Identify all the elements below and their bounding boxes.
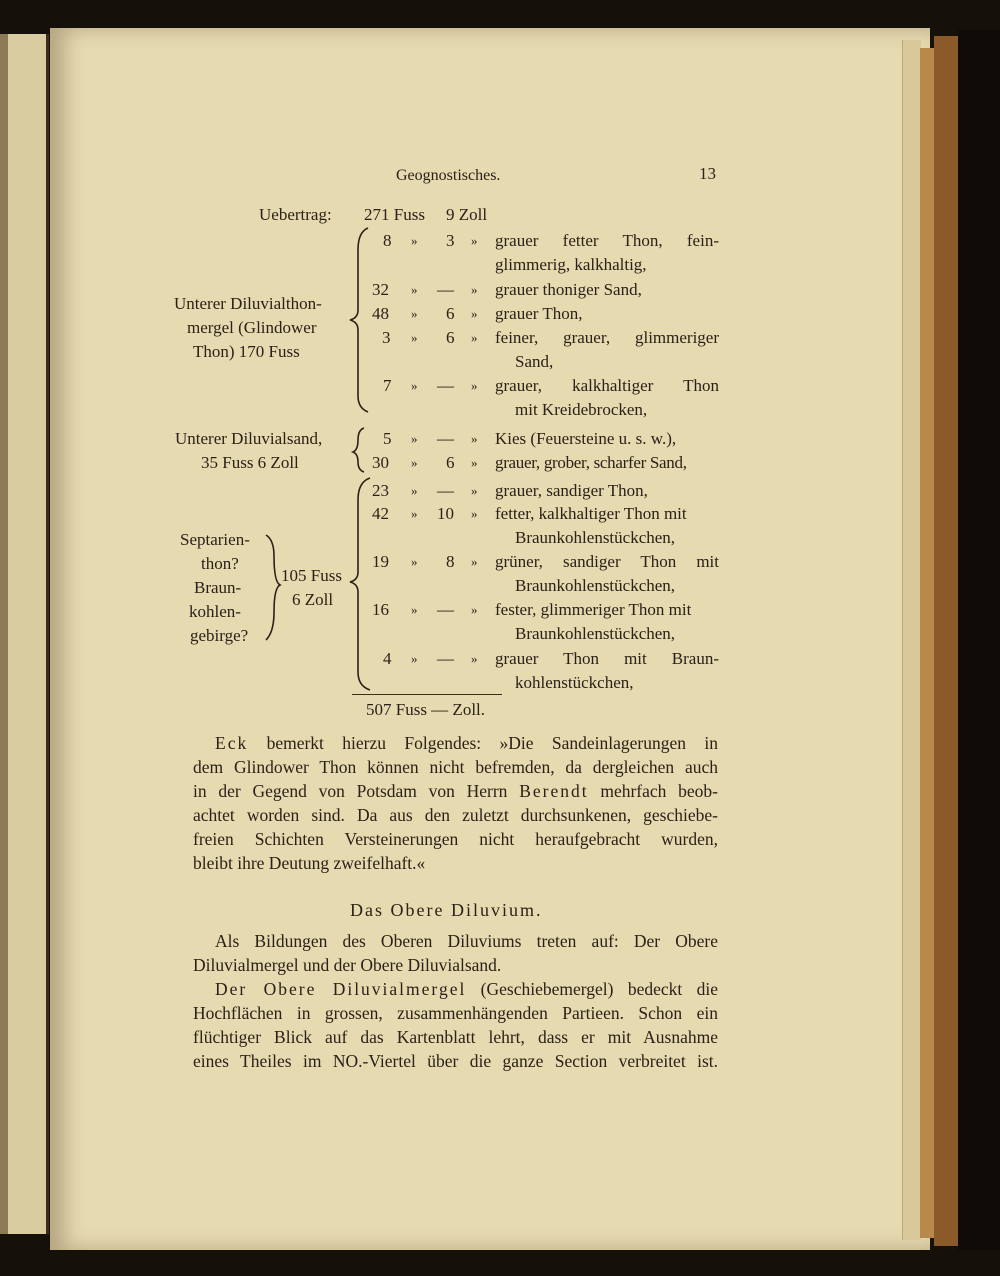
row-desc-cont: Sand,: [515, 352, 554, 371]
ditto-mark: »: [471, 554, 478, 569]
group3-label-line3: Braun-: [194, 578, 242, 597]
sum-rule: [352, 694, 502, 695]
row-desc: grauer fetter Thon, fein-: [495, 231, 719, 250]
text-fragment: mehrfach beob-: [588, 781, 718, 801]
ditto-mark: »: [411, 506, 418, 521]
row-desc: Kies (Feuersteine u. s. w.),: [495, 429, 677, 448]
row-desc: grüner, sandiger Thon mit: [495, 552, 719, 571]
group3-brace: [350, 478, 370, 690]
ditto-mark: »: [471, 330, 478, 345]
row-desc: grauer Thon,: [495, 304, 583, 323]
ditto-mark: »: [471, 378, 478, 393]
paragraph-bildungen: [193, 929, 718, 977]
row-zoll: 8: [446, 552, 455, 571]
carry-total: 271 Fuss: [364, 205, 425, 224]
row-fuss: 8: [383, 231, 392, 250]
paragraph-eck-quote: [193, 731, 718, 875]
row-zoll: 6: [446, 304, 455, 323]
author-name-eck: Eck: [215, 733, 249, 753]
row-zoll: 6: [446, 328, 455, 347]
row-desc-cont: Braunkohlenstückchen,: [515, 576, 676, 595]
ditto-mark: »: [411, 282, 418, 297]
row-desc: fester, glimmeriger Thon mit: [495, 600, 692, 619]
row-desc: grauer thoniger Sand,: [495, 280, 642, 299]
row-zoll: —: [437, 280, 454, 299]
row-fuss: 5: [383, 429, 392, 448]
ditto-mark: »: [411, 306, 418, 321]
ditto-mark: »: [411, 554, 418, 569]
author-name-berendt: Berendt: [519, 781, 589, 801]
group2-label-line1: Unterer Diluvialsand,: [175, 429, 323, 448]
row-desc: grauer Thon mit Braun-: [495, 649, 719, 668]
ditto-mark: »: [471, 431, 478, 446]
paragraph-diluvialmergel: [193, 977, 718, 1073]
row-zoll: —: [437, 429, 454, 448]
row-fuss: 23: [372, 481, 389, 500]
ditto-mark: »: [471, 282, 478, 297]
row-fuss: 16: [372, 600, 389, 619]
text-line: eines Theiles im NO.-Viertel über die ganze Section verbreitet ist.: [193, 1051, 718, 1071]
ditto-mark: »: [471, 651, 478, 666]
row-desc-cont: mit Kreidebrocken,: [515, 400, 648, 419]
text-line: [193, 779, 718, 803]
group1-brace: [350, 228, 368, 412]
ditto-mark: »: [411, 378, 418, 393]
row-fuss: 30: [372, 453, 389, 472]
ditto-mark: »: [471, 306, 478, 321]
sum-total: 507 Fuss — Zoll.: [366, 700, 486, 719]
text-line: Als Bildungen des Oberen Diluviums treten auf: Der Obere: [215, 931, 718, 951]
group3-total-line1: 105 Fuss: [281, 566, 342, 585]
row-zoll: 10: [437, 504, 454, 523]
row-fuss: 4: [383, 649, 392, 668]
text-fragment: (Geschiebemergel) bedeckt die: [466, 979, 718, 999]
section-heading: Das Obere Diluvium.: [350, 900, 543, 920]
group2-label-line2: 35 Fuss 6 Zoll: [201, 453, 299, 472]
row-fuss: 42: [372, 504, 389, 523]
row-zoll: —: [437, 481, 454, 500]
row-fuss: 19: [372, 552, 389, 571]
row-fuss: 3: [382, 328, 391, 347]
text-line: Diluvialmergel und der Obere Diluvialsand.: [193, 955, 502, 975]
group3-label-line2: thon?: [201, 554, 239, 573]
text-line: dem Glindower Thon können nicht befremden, da dergleichen auch: [193, 757, 718, 777]
row-fuss: 32: [372, 280, 389, 299]
group1-label-line1: Unterer Diluvialthon-: [174, 294, 322, 313]
carry-label: Uebertrag:: [259, 205, 332, 224]
septarien-brace: [266, 535, 280, 640]
text-fragment: bemerkt hierzu Folgendes: »Die Sandeinlagerungen in: [248, 733, 718, 753]
ditto-mark: »: [411, 455, 418, 470]
group1-label-line3: Thon) 170 Fuss: [193, 342, 300, 361]
ditto-mark: »: [411, 431, 418, 446]
row-desc-cont: Braunkohlenstückchen,: [515, 528, 676, 547]
row-desc: fetter, kalkhaltiger Thon mit: [495, 504, 687, 523]
row-zoll: 3: [446, 231, 455, 250]
group3-label-line1: Septarien-: [180, 530, 250, 549]
row-zoll: 6: [446, 453, 455, 472]
row-fuss: 7: [383, 376, 392, 395]
row-desc: grauer, sandiger Thon,: [495, 481, 648, 500]
group3-label-line4: kohlen-: [189, 602, 241, 621]
row-desc: grauer, grober, scharfer Sand,: [495, 453, 687, 472]
row-desc-cont: Braunkohlenstückchen,: [515, 624, 676, 643]
page-number: 13: [699, 164, 716, 183]
ditto-mark: »: [411, 233, 418, 248]
row-zoll: —: [437, 376, 454, 395]
text-line: [193, 977, 718, 1001]
ditto-mark: »: [471, 506, 478, 521]
row-zoll: —: [437, 649, 454, 668]
text-line: [193, 731, 718, 755]
running-header: Geognostisches.: [396, 167, 501, 184]
ditto-mark: »: [411, 651, 418, 666]
row-fuss: 48: [372, 304, 389, 323]
group3-total-line2: 6 Zoll: [292, 590, 334, 609]
row-desc: feiner, grauer, glimmeriger: [495, 328, 719, 347]
ditto-mark: »: [471, 602, 478, 617]
text-fragment: in der Gegend von Potsdam von Herrn: [193, 781, 520, 801]
group2-brace: [353, 428, 364, 472]
text-line: achtet worden sind. Da aus den zuletzt durchsunkenen, geschiebe-: [193, 805, 718, 825]
row-zoll: —: [437, 600, 454, 619]
row-desc-cont: kohlenstückchen,: [515, 673, 634, 692]
ditto-mark: »: [411, 330, 418, 345]
ditto-mark: »: [471, 455, 478, 470]
text-line: freien Schichten Versteinerungen nicht heraufgebracht wurden,: [193, 829, 718, 849]
text-line: flüchtiger Blick auf das Kartenblatt lehrt, dass er mit Ausnahme: [193, 1027, 718, 1047]
group1-label-line2: mergel (Glindower: [187, 318, 317, 337]
text-line: bleibt ihre Deutung zweifelhaft.«: [193, 853, 426, 873]
ditto-mark: »: [411, 602, 418, 617]
carry-zoll: 9 Zoll: [446, 205, 488, 224]
row-desc-cont: glimmerig, kalkhaltig,: [495, 255, 647, 274]
ditto-mark: »: [411, 483, 418, 498]
text-line: Hochflächen in grossen, zusammenhängenden Partieen. Schon ein: [193, 1003, 718, 1023]
term-oberer-diluvialmergel: Der Obere Diluvialmergel: [215, 979, 467, 999]
ditto-mark: »: [471, 233, 478, 248]
ditto-mark: »: [471, 483, 478, 498]
group3-label-line5: gebirge?: [190, 626, 249, 645]
row-desc: grauer, kalkhaltiger Thon: [495, 376, 719, 395]
